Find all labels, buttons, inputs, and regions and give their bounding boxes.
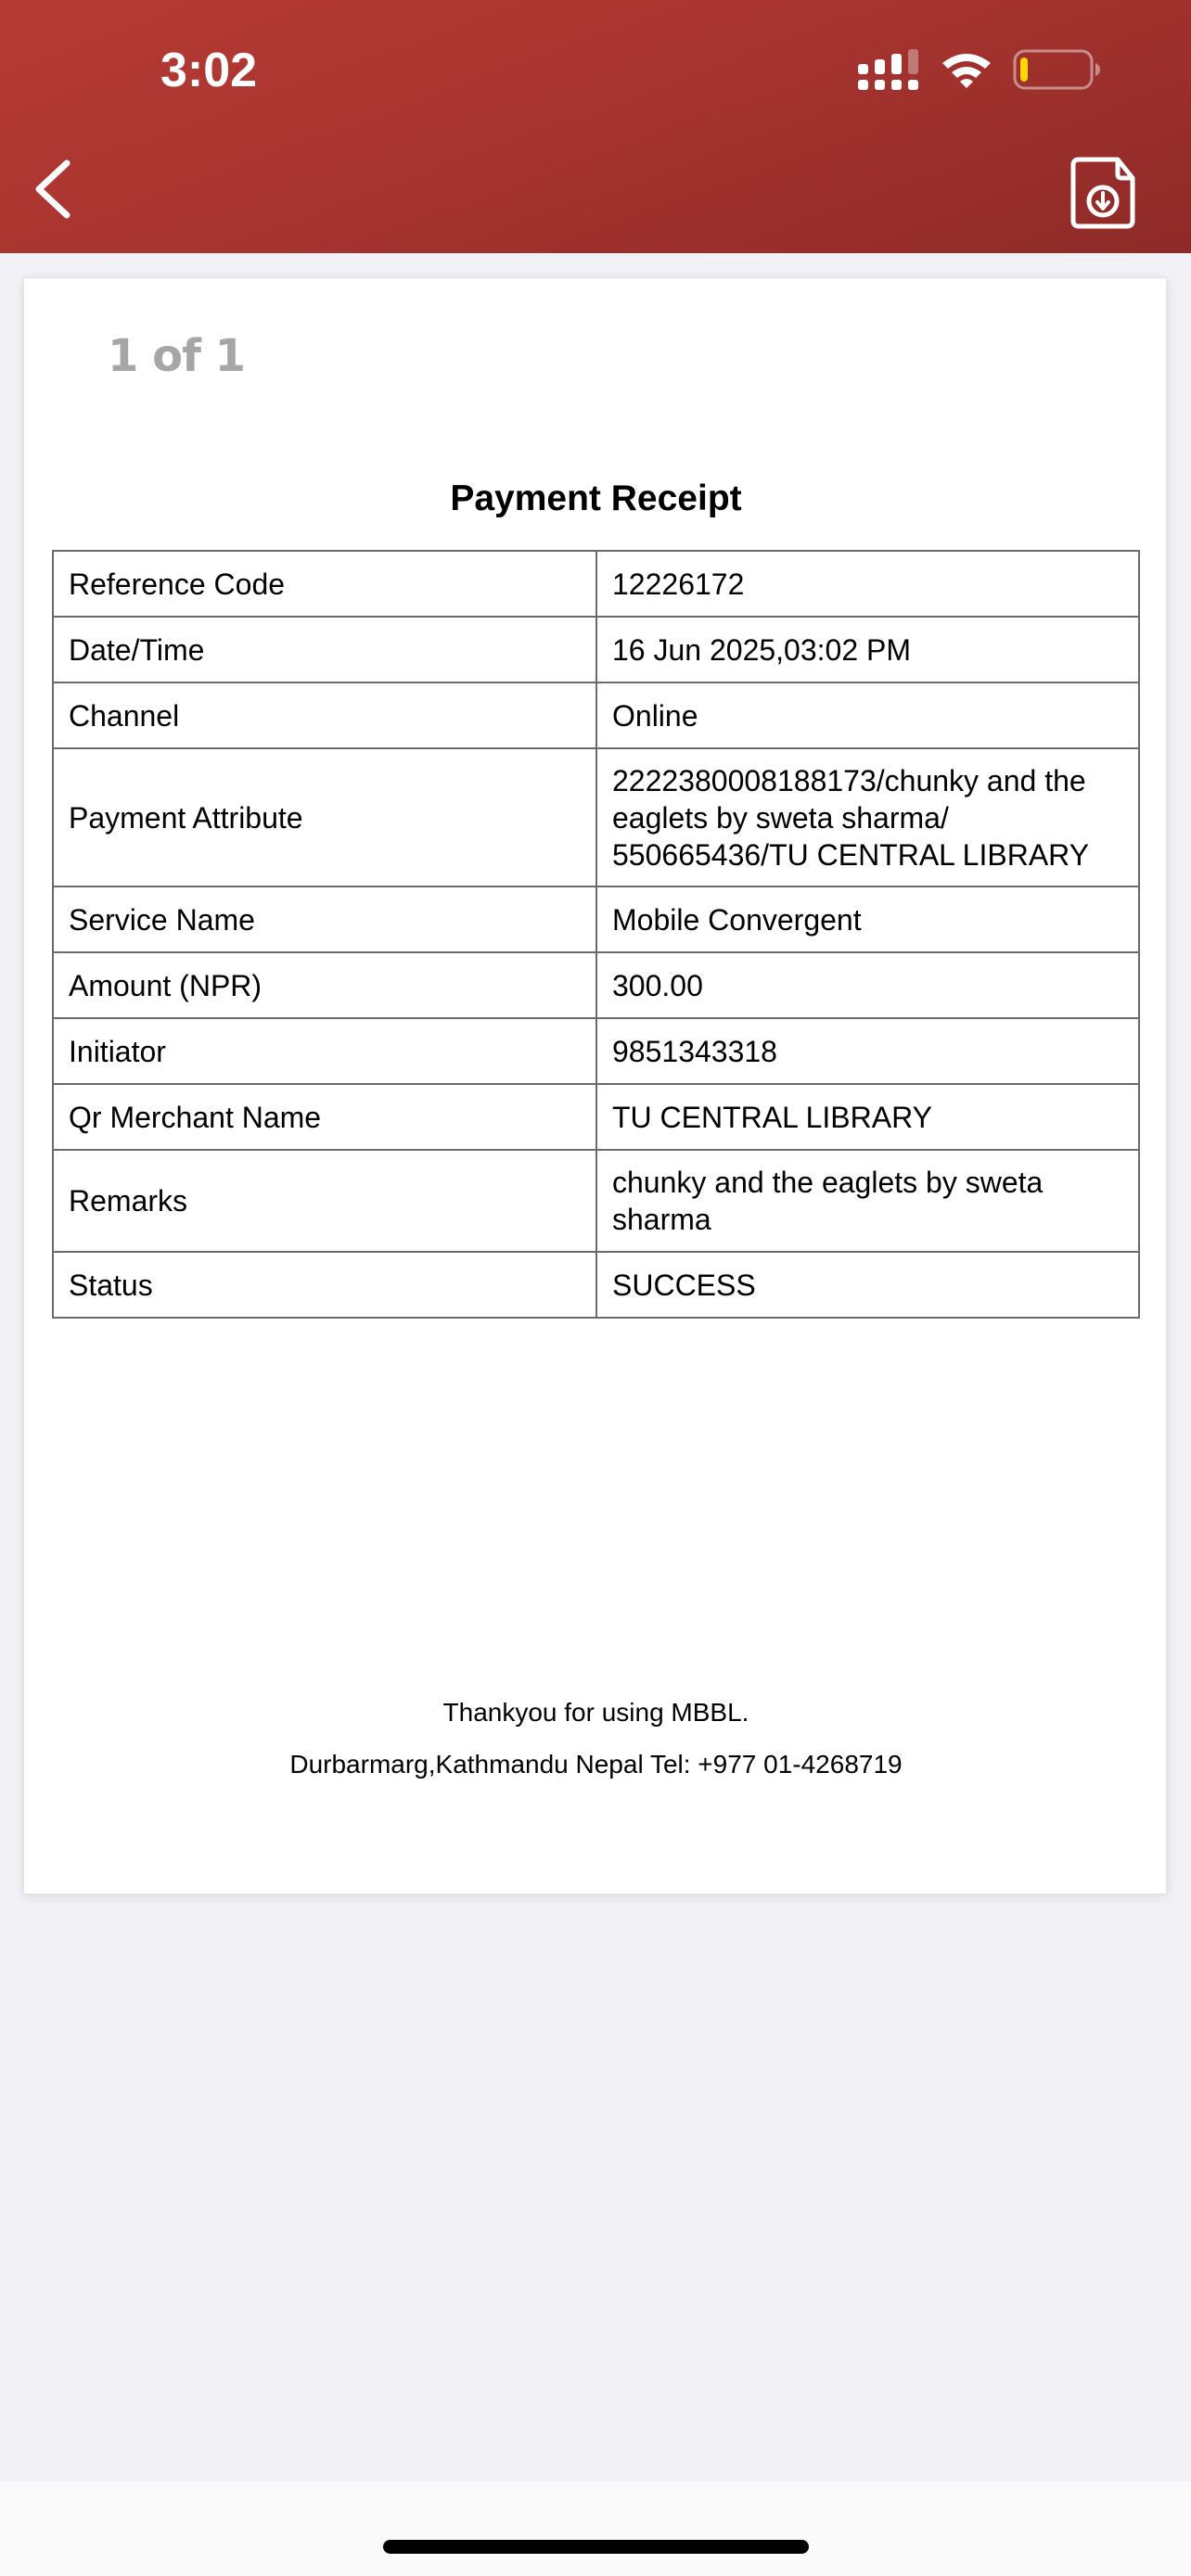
row-value-date-time: 16 Jun 2025,03:02 PM <box>596 617 1139 682</box>
row-value-channel: Online <box>596 682 1139 748</box>
row-value-initiator: 9851343318 <box>596 1018 1139 1084</box>
row-label-reference-code: Reference Code <box>53 551 596 617</box>
status-icons <box>853 45 1113 95</box>
footer-thanks: Thankyou for using MBBL. <box>442 1698 749 1727</box>
row-label-amount: Amount (NPR) <box>53 952 596 1018</box>
app-header <box>0 0 1191 253</box>
table-row <box>53 551 1139 617</box>
document-download-icon <box>1062 148 1146 232</box>
row-label-qr-merchant-name: Qr Merchant Name <box>53 1084 596 1150</box>
table-row <box>53 886 1139 952</box>
receipt-table <box>52 550 1140 1319</box>
row-value-service-name: Mobile Convergent <box>596 886 1139 952</box>
row-label-initiator: Initiator <box>53 1018 596 1084</box>
row-value-qr-merchant-name: TU CENTRAL LIBRARY <box>596 1084 1139 1150</box>
footer-address: Durbarmarg,Kathmandu Nepal Tel: +977 01-4268719 <box>289 1750 903 1779</box>
chevron-left-icon <box>19 148 93 232</box>
table-row <box>53 748 1139 886</box>
table-row <box>53 617 1139 682</box>
table-row <box>53 682 1139 748</box>
download-pdf-button[interactable] <box>1062 148 1146 232</box>
row-label-date-time: Date/Time <box>53 617 596 682</box>
table-row <box>53 1018 1139 1084</box>
row-label-channel: Channel <box>53 682 596 748</box>
row-value-remarks: chunky and the eaglets by sweta sharma <box>596 1150 1139 1252</box>
row-label-service-name: Service Name <box>53 886 596 952</box>
back-button[interactable] <box>19 148 93 232</box>
row-value-reference-code: 12226172 <box>596 551 1139 617</box>
battery-low-icon <box>1013 49 1102 90</box>
page-indicator: 1 of 1 <box>108 330 246 382</box>
row-value-amount: 300.00 <box>596 952 1139 1018</box>
row-label-status: Status <box>53 1252 596 1318</box>
table-row <box>53 1084 1139 1150</box>
table-row <box>53 952 1139 1018</box>
row-value-payment-attribute: 2222380008188173/chunky and the eaglets by sweta sharma/ 550665436/TU CENTRAL LIBRARY <box>596 748 1139 886</box>
table-row <box>53 1150 1139 1252</box>
receipt-title: Payment Receipt <box>450 478 742 518</box>
receipt-document <box>23 277 1167 1894</box>
home-indicator[interactable] <box>383 2540 809 2554</box>
status-time: 3:02 <box>160 44 258 97</box>
wifi-icon <box>940 52 993 89</box>
cellular-signal-icon <box>858 49 921 92</box>
row-label-remarks: Remarks <box>53 1150 596 1252</box>
bottom-bar <box>0 2481 1191 2576</box>
row-value-status: SUCCESS <box>596 1252 1139 1318</box>
row-label-payment-attribute: Payment Attribute <box>53 748 596 886</box>
table-row <box>53 1252 1139 1318</box>
